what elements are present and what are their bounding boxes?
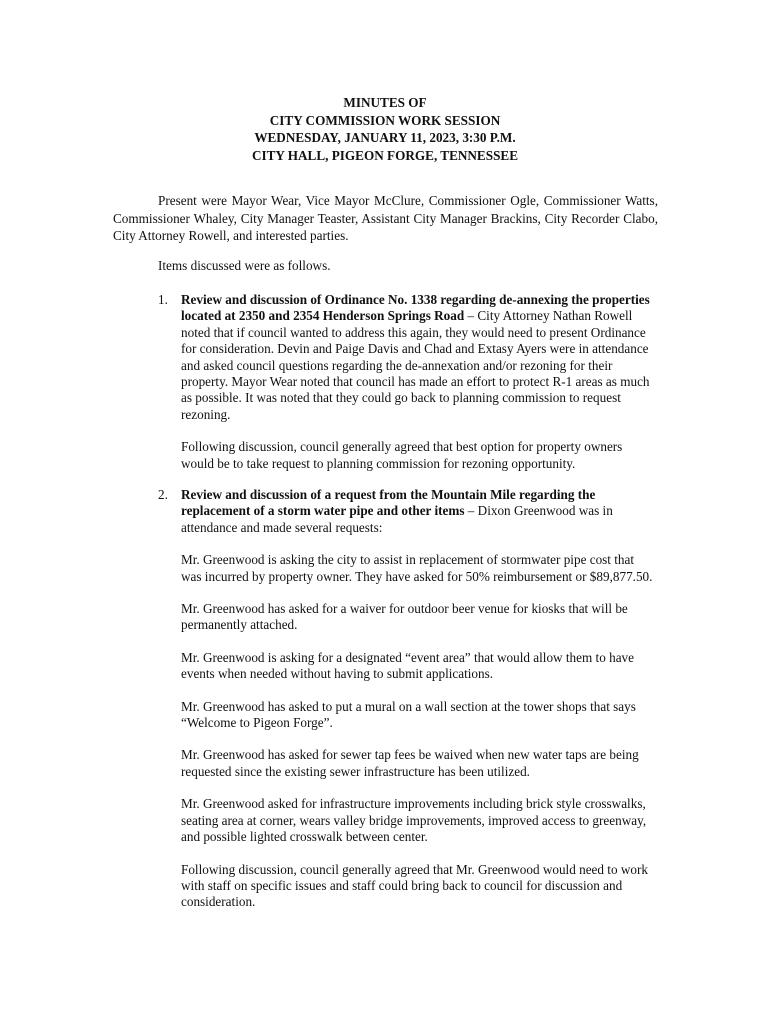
item-paragraph xyxy=(181,487,656,536)
item-paragraph xyxy=(181,292,656,423)
attendance-paragraph: Present were Mayor Wear, Vice Mayor McClure, Commissioner Ogle, Commissioner Watts, Commissioner Whaley, City Manager Teaster, Assistant City Manager Brackins, City Recorder Clabo, City Attorney Rowell, and interested parties. xyxy=(113,193,658,243)
minutes-header xyxy=(0,94,770,164)
item-paragraph: Mr. Greenwood is asking the city to assist in replacement of stormwater pipe cost that was incurred by property owner. They have asked for 50% reimbursement or $89,877.50. xyxy=(181,552,653,584)
item-paragraph: Following discussion, council generally agreed that best option for property owners would be to take request to planning commission for rezoning opportunity. xyxy=(181,439,623,471)
item-paragraph: Mr. Greenwood has asked to put a mural on a wall section at the tower shops that says “Welcome to Pigeon Forge”. xyxy=(181,698,636,731)
item-paragraph: Mr. Greenwood has asked for sewer tap fees be waived when new water taps are being requested since the existing sewer infrastructure has been utilized. xyxy=(181,747,639,779)
item-paragraph: Following discussion, council generally agreed that Mr. Greenwood would need to work with staff on specific issues and staff could bring back to council for discussion and consideration. xyxy=(181,861,648,910)
item-paragraph: Mr. Greenwood asked for infrastructure improvements including brick style crosswalks, seating area at corner, wears valley bridge improvements, improved access to greenway, and possible lighted crosswalk between center. xyxy=(181,796,647,845)
item-number: 2. xyxy=(158,487,168,502)
item-number: 1. xyxy=(158,292,168,307)
header-line-2: CITY COMMISSION WORK SESSION xyxy=(269,112,501,128)
item-text: – Dixon Greenwood was in attendance and made several requests: xyxy=(181,503,613,535)
item-heading: Review and discussion of Ordinance No. 1338 regarding de-annexing the properties located at 2350 and 2354 Henderson Springs Road xyxy=(181,292,650,324)
items-lead-text: Items discussed were as follows. xyxy=(158,258,331,273)
header-line-1: MINUTES OF xyxy=(343,95,427,110)
item-paragraph: Mr. Greenwood has asked for a waiver for outdoor beer venue for kiosks that will be permanently attached. xyxy=(181,601,628,633)
item-paragraph: Mr. Greenwood is asking for a designated “event area” that would allow them to have events when needed without having to submit applications. xyxy=(181,649,634,682)
item-heading: Review and discussion of a request from the Mountain Mile regarding the replacement of a storm water pipe and other items xyxy=(181,487,596,519)
item-body xyxy=(181,292,656,488)
item-text: – City Attorney Nathan Rowell noted that if council wanted to address this again, they would need to present Ordinance for consideration. Devin and Paige Davis and Chad and Extasy Ayers were in attendance and asked council questions regarding the de-annexation and/or rezoning for their property. Mayor Wear noted that council has made an effort to protect R-1 areas as much as possible. It was noted that they could go back to planning commission to request rezoning. xyxy=(181,308,650,422)
header-line-4: CITY HALL, PIGEON FORGE, TENNESSEE xyxy=(251,147,518,163)
header-line-3: WEDNESDAY, JANUARY 11, 2023, 3:30 P.M. xyxy=(254,130,516,145)
item-body xyxy=(181,487,656,927)
